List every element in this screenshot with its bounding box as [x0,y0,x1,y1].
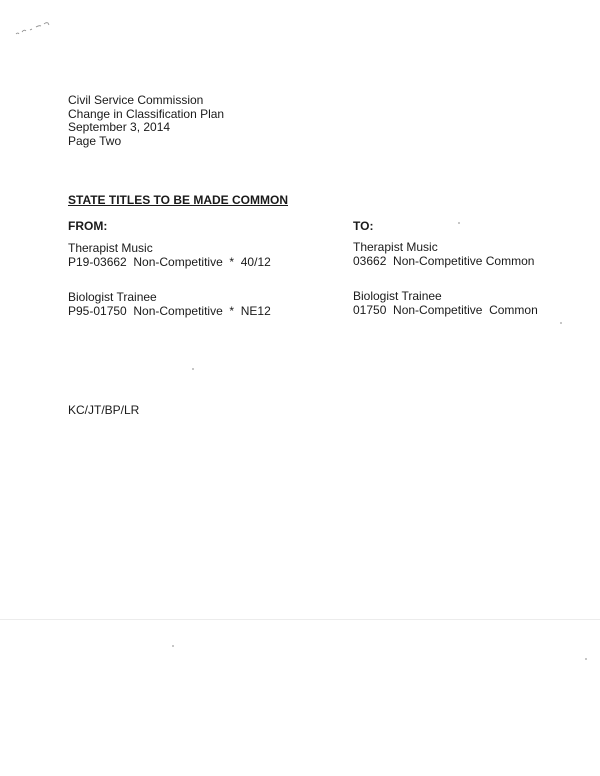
header-organization: Civil Service Commission [68,93,204,107]
scan-speck [560,322,562,324]
header-subject: Change in Classification Plan [68,106,225,121]
from-entry-title: Biologist Trainee [68,290,157,304]
to-entry-title: Biologist Trainee [353,289,442,303]
from-entry-code: P19-03662 Non-Competitive * 40/12 [68,254,271,269]
to-heading: TO: [353,219,374,233]
section-heading: STATE TITLES TO BE MADE COMMON [68,193,288,207]
to-entry-title: Therapist Music [353,240,438,254]
scan-speck [585,658,587,660]
author-initials: KC/JT/BP/LR [68,403,140,417]
to-entry [353,290,538,317]
header-page-number: Page Two [68,133,122,148]
to-entry-code: 03662 Non-Competitive Common [353,253,535,268]
from-entry-title: Therapist Music [68,241,153,255]
to-entry-code: 01750 Non-Competitive Common [353,302,538,317]
from-heading: FROM: [68,219,108,233]
from-entry [68,291,271,318]
to-entry [353,241,534,268]
from-entry [68,242,271,269]
header-date: September 3, 2014 [68,120,171,134]
scan-speck [458,222,460,224]
letter-header [68,94,224,148]
scan-speck [192,368,194,370]
scan-speck [172,645,174,647]
handwritten-mark [14,18,58,40]
scan-line [0,619,600,620]
from-entry-code: P95-01750 Non-Competitive * NE12 [68,303,271,318]
